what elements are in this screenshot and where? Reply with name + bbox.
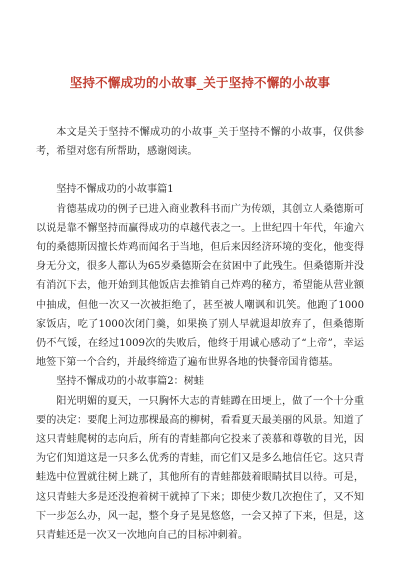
intro-paragraph: 本文是关于坚持不懈成功的小故事_关于坚持不懈的小故事，仅供参考，希望对您有所帮助，感谢阅读。 bbox=[36, 127, 364, 158]
section-paragraph-2: 阳光明媚的夏天，一只胸怀大志的青蛙蹲在田埂上，做了一个十分重要的决定：要爬上河边那棵最高的柳树，看看夏天最美丽的风景。知道了这只青蛙爬树的志向后，所有的青蛙都向它投来了羡慕和尊敬的目光，因为它们知道这是一只多么优秀的青蛙，而它们又是多么地信任它。这只青蛙选中位置就往树上跳了，其他所有的青蛙都鼓着眼睛拭目以待。可是，这只青蛙大多是还没抱着树干就掉了下来；即使少数几次抱住了，又不知下一步怎么办，风一起，整个身子晃晃悠悠，一会又掉了下来，但是，这只青蛙还是一次又一次地向自己的目标冲刺着。 bbox=[36, 395, 364, 542]
document-body bbox=[36, 123, 364, 545]
section-paragraph-1: 肯德基成功的例子已进入商业教科书而广为传颂，其创立人桑德斯可以说是靠不懈坚持而赢得成功的卓越代表之一。上世纪四十年代，年逾六旬的桑德斯因擅长炸鸡而闻名于当地，但后来因经济环境的变化，他变得身无分文，很多人都认为65岁桑德斯会在贫困中了此残生。但桑德斯并没有消沉下去，他开始到其他饭店去推销自己炸鸡的秘方，希望能从营业额中抽成，但他一次又一次被拒绝了，甚至被人嘲讽和讥笑。他跑了1000家饭店，吃了1000次闭门羹，如果换了别人早就退却放弃了，但桑德斯仍不气馁，在经过1009次的失败后，他终于用诚心感动了“上帝”，幸运地签下第一个合约，并最终缔造了遍布世界各地的快餐帝国肯德基。 bbox=[36, 203, 364, 369]
document-title: 坚持不懈成功的小故事_关于坚持不懈的小故事 bbox=[69, 75, 331, 90]
section-heading-1: 坚持不懈成功的小故事篇1 bbox=[56, 184, 174, 196]
section-heading-2: 坚持不懈成功的小故事篇2：树蛙 bbox=[56, 376, 204, 388]
